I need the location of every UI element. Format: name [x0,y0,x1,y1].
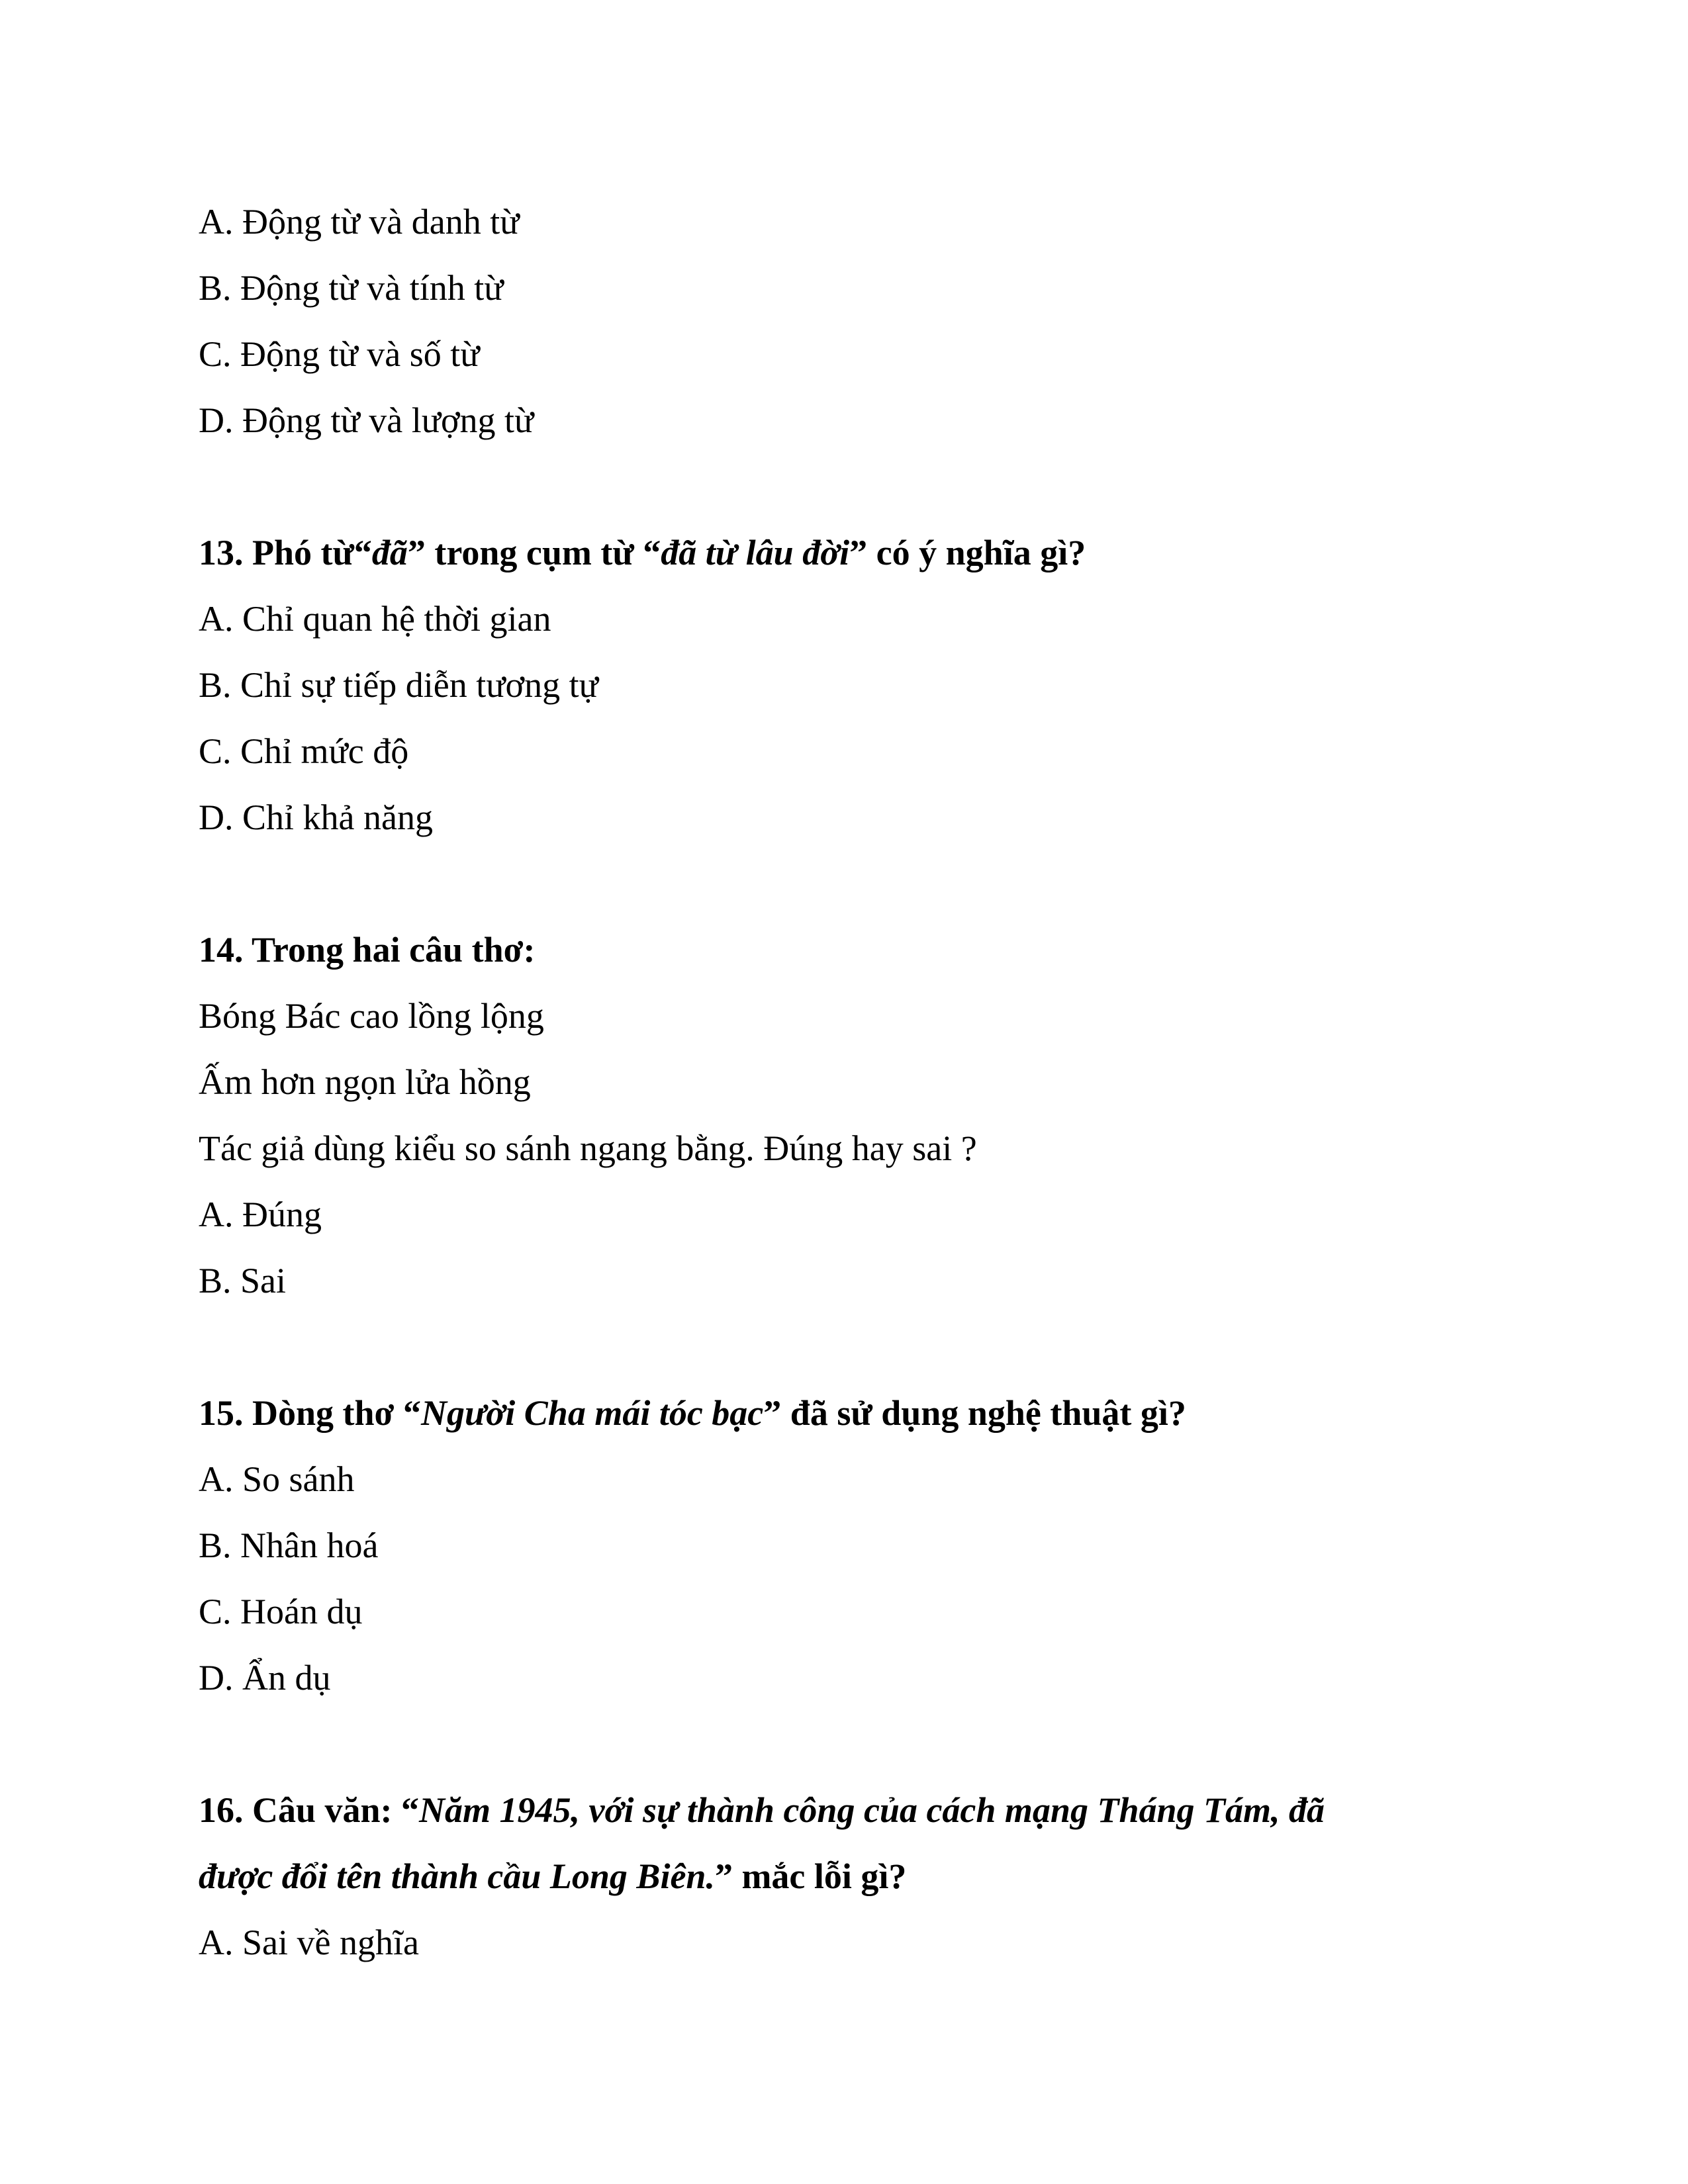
q14-option-b: B. Sai [199,1261,287,1300]
q12-option-a: A. Động từ và danh từ [199,202,520,242]
q15-text-a: 15. Dòng thơ “ [199,1393,421,1433]
q16-italic-sentence-2: được đổi tên thành cầu Long Biên. [199,1856,715,1896]
spacer [199,1711,1523,1777]
q13-option-a: A. Chỉ quan hệ thời gian [199,599,551,639]
spacer [199,453,1523,520]
q15-option-a: A. So sánh [199,1459,355,1499]
q15-text-c: ” đã sử dụng nghệ thuật gì? [763,1393,1186,1433]
q13-text-e: ” có ý nghĩa gì? [849,533,1086,572]
q15-italic-phrase: Người Cha mái tóc bạc [420,1393,764,1433]
q12-option-b: B. Động từ và tính từ [199,268,504,308]
q13-option-d: D. Chỉ khả năng [199,797,433,837]
q14-question: 14. Trong hai câu thơ: [199,930,536,970]
q16-option-a: A. Sai về nghĩa [199,1923,419,1962]
q15-option-b: B. Nhân hoá [199,1525,379,1565]
q15-option-c: C. Hoán dụ [199,1592,363,1631]
q13-option-b: B. Chỉ sự tiếp diễn tương tự [199,665,598,705]
q16-text-d: ” mắc lỗi gì? [714,1856,907,1896]
q16-text-a: 16. Câu văn: “ [199,1790,420,1830]
q12-option-c: C. Động từ và số từ [199,334,480,374]
q15-option-d: D. Ẩn dụ [199,1658,331,1698]
q13-question [199,520,1523,586]
q16-italic-sentence-1: Năm 1945, với sự thành công của cách mạng Tháng Tám, đã [419,1790,1325,1830]
q14-verse-2: Ấm hơn ngọn lửa hồng [199,1062,531,1102]
q13-text-c: ” trong cụm từ “ [407,533,661,572]
q14-verse-1: Bóng Bác cao lồng lộng [199,996,544,1036]
q13-option-c: C. Chỉ mức độ [199,731,409,771]
q15-question [199,1380,1523,1446]
spacer [199,1314,1523,1380]
q14-prompt: Tác giả dùng kiểu so sánh ngang bằng. Đúng hay sai ? [199,1128,977,1168]
spacer [199,850,1523,917]
q13-italic-phrase: đã từ lâu đời [661,533,850,572]
q13-text-a: 13. Phó từ“ [199,533,372,572]
q12-option-d: D. Động từ và lượng từ [199,400,534,440]
q16-question-line-2 [199,1843,1523,1909]
q14-option-a: A. Đúng [199,1195,322,1234]
q16-question-line-1 [199,1777,1523,1843]
document-page [199,189,1523,1976]
q13-italic-word: đã [371,533,408,572]
